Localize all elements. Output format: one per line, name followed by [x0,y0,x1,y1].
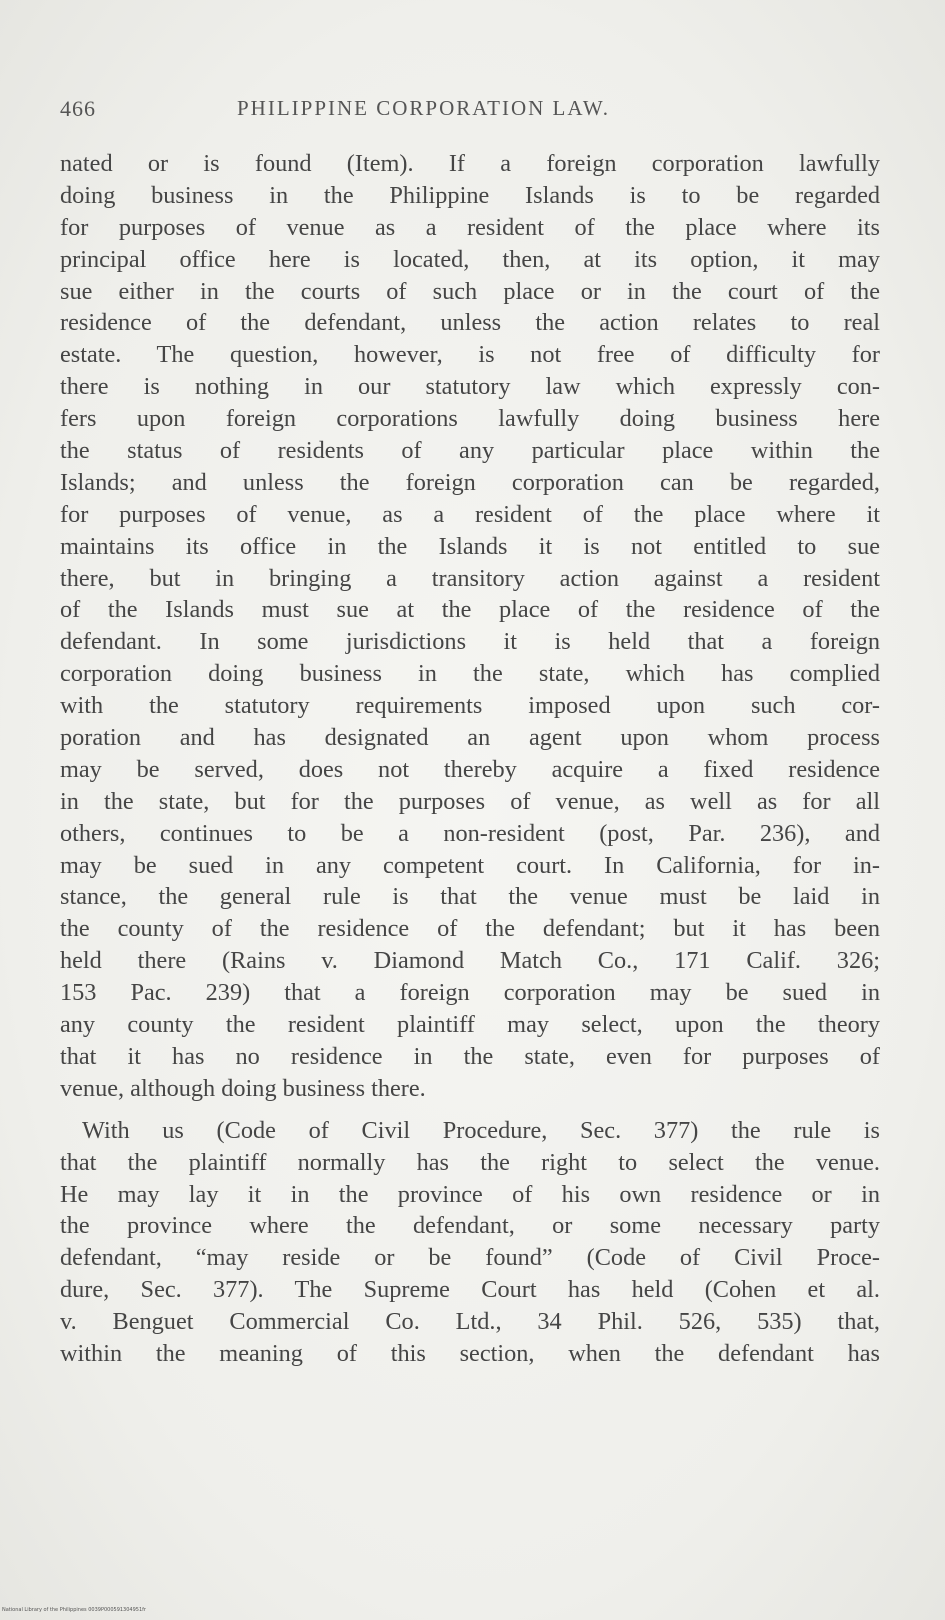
text-line: in the state, but for the purposes of venue, as well as for all [60,787,880,815]
text-line: venue, although doing business there. [60,1074,426,1102]
text-line: for purposes of venue, as a resident of the place where it [60,500,880,528]
text-line: may be served, does not thereby acquire a fixed residence [60,755,880,783]
running-head: PHILIPPINE CORPORATION LAW. [237,96,610,120]
text-line: the status of residents of any particular place within the [60,437,880,465]
text-line: of the Islands must sue at the place of the residence of the [60,596,880,624]
text-line: Islands; and unless the foreign corporation can be regarded, [60,468,880,496]
text-line: defendant. In some jurisdictions it is held that a foreign [60,628,880,656]
text-line: With us (Code of Civil Procedure, Sec. 377) the rule is [82,1116,880,1144]
text-line: that it has no residence in the state, even for purposes of [60,1042,880,1070]
page-header [60,96,880,126]
text-line: any county the resident plaintiff may select, upon the theory [60,1011,880,1039]
paragraph-gap [60,1105,880,1115]
text-line: maintains its office in the Islands it is not entitled to sue [60,532,880,560]
text-line: for purposes of venue as a resident of the place where its [60,213,880,241]
text-line: nated or is found (Item). If a foreign corporation lawfully [60,150,880,177]
text-line: 153 Pac. 239) that a foreign corporation may be sued in [60,979,880,1007]
text-line: doing business in the Philippine Islands is to be regarded [60,181,880,209]
text-line: the county of the residence of the defendant; but it has been [60,915,880,943]
text-line: there is nothing in our statutory law which expressly con- [60,373,880,401]
text-line: held there (Rains v. Diamond Match Co., 171 Calif. 326; [60,947,880,975]
text-line: there, but in bringing a transitory action against a resident [60,564,880,592]
paragraph-1 [60,148,880,1105]
text-line: residence of the defendant, unless the action relates to real [60,309,880,337]
text-line: stance, the general rule is that the venue must be laid in [60,883,880,911]
body-text [60,148,880,1370]
footer-credit: National Library of the Philippines 0039P000591304951fr [2,1607,146,1613]
text-line: may be sued in any competent court. In California, for in- [60,851,880,879]
text-line: with the statutory requirements imposed upon such cor- [60,692,880,720]
text-line: sue either in the courts of such place or in the court of the [60,277,880,305]
text-line: within the meaning of this section, when the defendant has [60,1339,880,1367]
text-line: estate. The question, however, is not free of difficulty for [60,341,880,369]
paragraph-2 [60,1115,880,1370]
text-line: defendant, “may reside or be found” (Code of Civil Proce- [60,1244,880,1272]
text-line: fers upon foreign corporations lawfully doing business here [60,405,880,433]
text-line: v. Benguet Commercial Co. Ltd., 34 Phil. 526, 535) that, [60,1308,880,1336]
text-line: the province where the defendant, or some necessary party [60,1212,880,1240]
text-line: principal office here is located, then, at its option, it may [60,245,880,273]
text-line: dure, Sec. 377). The Supreme Court has held (Cohen et al. [60,1276,880,1304]
page-number: 466 [60,96,96,121]
text-line: He may lay it in the province of his own residence or in [60,1180,880,1208]
text-line: that the plaintiff normally has the right to select the venue. [60,1148,880,1176]
text-line: corporation doing business in the state, which has complied [60,660,880,688]
text-line: others, continues to be a non-resident (post, Par. 236), and [60,819,880,847]
text-line: poration and has designated an agent upon whom process [60,724,880,752]
